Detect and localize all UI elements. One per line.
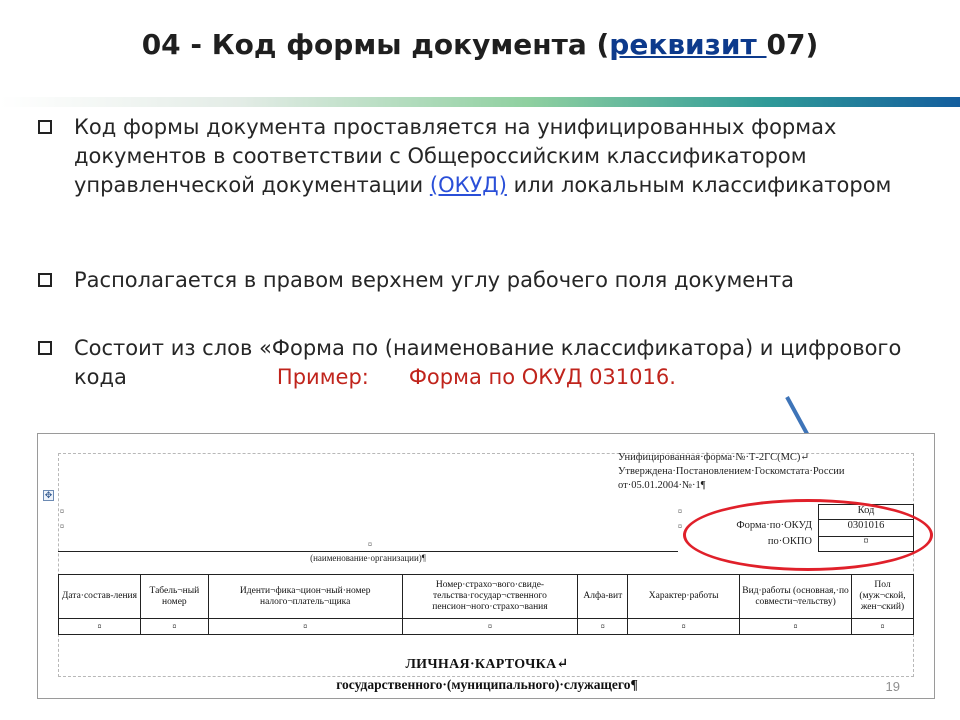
- bullet-2-text: Располагается в правом верхнем углу рабочего поля документа: [74, 268, 795, 292]
- example-value: Форма по ОКУД 031016.: [408, 365, 676, 389]
- header-line-2: Утверждена·Постановлением·Госкомстата·России: [618, 466, 845, 477]
- move-handle-icon[interactable]: ✥: [44, 490, 53, 500]
- form-image: [37, 433, 935, 699]
- okud-link[interactable]: (ОКУД): [429, 173, 507, 197]
- col-tab-number: Табель¬ный номер: [140, 575, 208, 619]
- title-link-requisite[interactable]: реквизит: [609, 28, 767, 61]
- table-cell: ¤: [208, 619, 402, 635]
- org-caption: (наименование·организации)¶: [310, 553, 426, 563]
- row-mark: ¤: [60, 522, 64, 531]
- col-inn: Иденти¬фика¬цион¬ный·номер налого¬платель¬щика: [208, 575, 402, 619]
- bullet-1-text-after: или локальным классификатором: [506, 173, 892, 197]
- card-title: ЛИЧНАЯ·КАРТОЧКА↵: [405, 657, 569, 672]
- okpo-value: ¤: [863, 536, 869, 547]
- table-cell: ¤: [740, 619, 852, 635]
- org-line: [58, 551, 678, 552]
- table-cell: ¤: [59, 619, 141, 635]
- okud-label: Форма·по·ОКУД: [736, 520, 812, 531]
- bullet-1-text-before: Код формы документа проставляется на унифицированных формах документов в соответствии с Общероссийским классификатором управленческой документации: [74, 115, 837, 197]
- title-prefix: 04 - Код формы документа (: [141, 28, 610, 61]
- table-cell: ¤: [578, 619, 628, 635]
- col-snils: Номер·страхо¬вого·свиде-тельства·государ¬ственного пенсион¬ного·страхо¬вания: [402, 575, 578, 619]
- table-cell: ¤: [851, 619, 913, 635]
- page-number: 19: [885, 679, 900, 694]
- row-mark: ¤: [678, 507, 682, 516]
- row-mark: ¤: [368, 540, 372, 549]
- col-date: Дата·состав-ления: [59, 575, 141, 619]
- table-cell: ¤: [402, 619, 578, 635]
- bullet-3-text-before: Состоит из слов «Форма по (наименование классификатора) и цифрового кода: [74, 336, 902, 389]
- table-cell: ¤: [140, 619, 208, 635]
- row-mark: ¤: [60, 507, 64, 516]
- okpo-label: по·ОКПО: [767, 536, 812, 547]
- employee-table: [58, 574, 914, 635]
- card-subtitle: государственного·(муниципального)·служащего¶: [336, 677, 638, 692]
- col-work-type: Вид·работы (основная,·по совмести¬тельству): [740, 575, 852, 619]
- header-line-1: Унифицированная·форма·№·Т-2ГС(МС)↵: [618, 452, 810, 463]
- okud-value: 0301016: [847, 520, 885, 531]
- example-label: Пример:: [276, 365, 369, 389]
- row-mark: ¤: [678, 522, 682, 531]
- form-header: [618, 451, 845, 493]
- header-line-3: от·05.01.2004·№·1¶: [618, 480, 706, 491]
- col-work-character: Характер·работы: [628, 575, 740, 619]
- code-label: Код: [857, 505, 875, 516]
- col-alphabet: Алфа-вит: [578, 575, 628, 619]
- table-cell: ¤: [628, 619, 740, 635]
- title-suffix: 07): [766, 28, 819, 61]
- highlight-oval: [683, 499, 933, 571]
- col-sex: Пол (муж¬ской, жен¬ский): [851, 575, 913, 619]
